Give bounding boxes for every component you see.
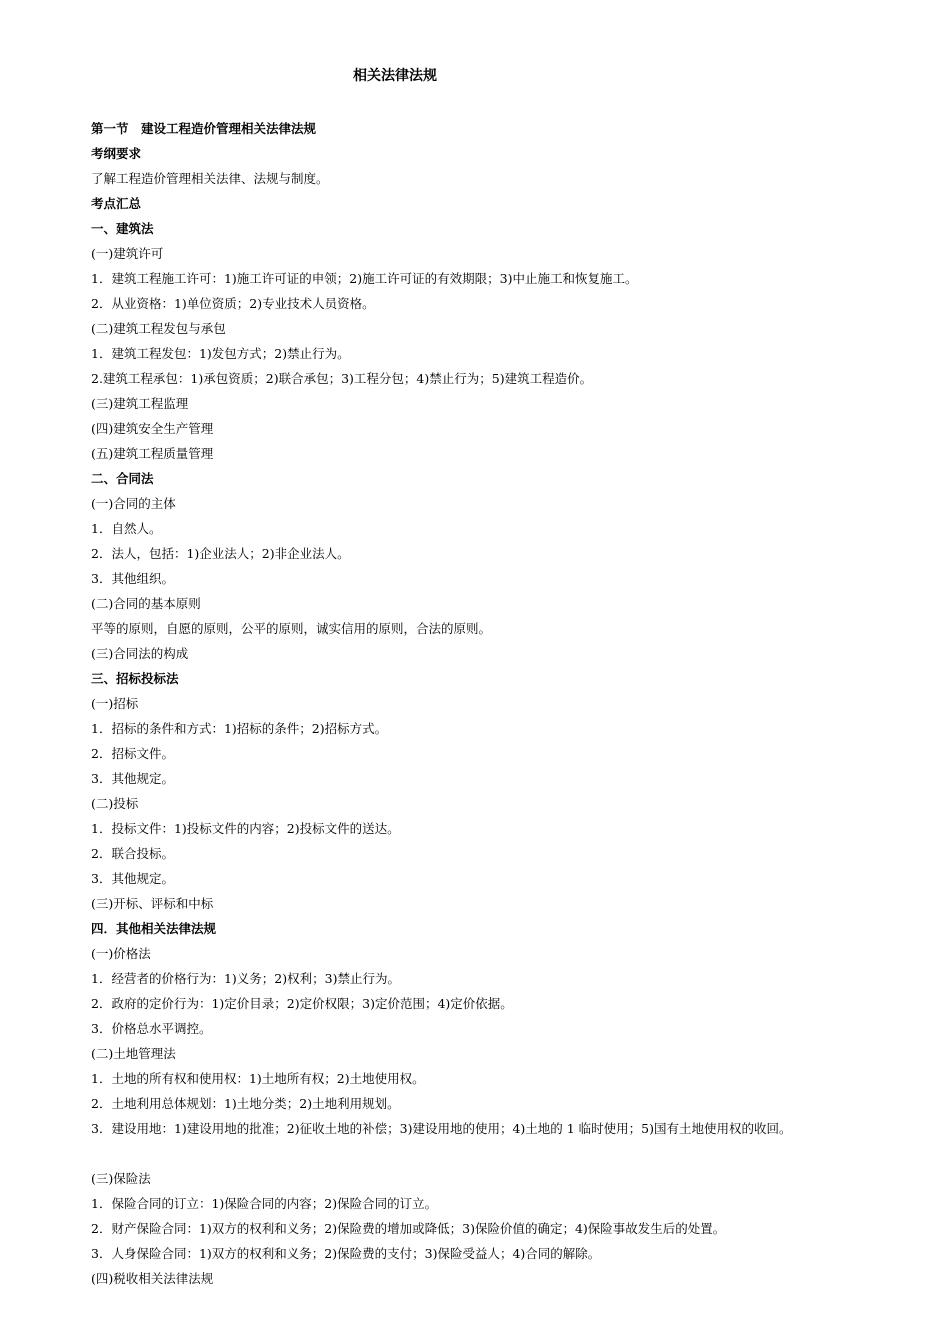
text-line: 平等的原则，自愿的原则，公平的原则，诚实信用的原则，合法的原则。 bbox=[91, 621, 492, 636]
section-heading: 二、合同法 bbox=[91, 471, 154, 486]
section-heading: 四．其他相关法律法规 bbox=[91, 921, 217, 936]
text-line: 3．建设用地：1)建设用地的批准；2)征收土地的补偿；3)建设用地的使用；4)土地的 1 临时使用；5)国有土地使用权的收回。 bbox=[91, 1121, 792, 1136]
document-title: 相关法律法规 bbox=[353, 68, 437, 84]
text-line: 1．土地的所有权和使用权：1)土地所有权；2)土地使用权。 bbox=[91, 1071, 425, 1086]
text-line: 2．从业资格：1)单位资质；2)专业技术人员资格。 bbox=[91, 296, 375, 311]
text-line: 3．人身保险合同：1)双方的权利和义务；2)保险费的支付；3)保险受益人；4)合同的解除。 bbox=[91, 1246, 601, 1261]
text-line: 2．土地利用总体规划：1)土地分类；2)土地利用规划。 bbox=[91, 1096, 400, 1111]
text-line: (二)建筑工程发包与承包 bbox=[91, 321, 226, 336]
section-heading: 第一节 建设工程造价管理相关法律法规 bbox=[91, 121, 317, 136]
text-line: 2．财产保险合同：1)双方的权利和义务；2)保险费的增加或降低；3)保险价值的确定；4)保险事故发生后的处置。 bbox=[91, 1221, 726, 1236]
text-line: 3．其他组织。 bbox=[91, 571, 174, 586]
text-line: (三)开标、评标和中标 bbox=[91, 896, 214, 911]
text-line: (一)合同的主体 bbox=[91, 496, 176, 511]
section-heading: 一、建筑法 bbox=[91, 221, 154, 236]
text-line: 1．招标的条件和方式：1)招标的条件；2)招标方式。 bbox=[91, 721, 388, 736]
text-line: 1．建筑工程发包：1)发包方式；2)禁止行为。 bbox=[91, 346, 350, 361]
text-line: 2．招标文件。 bbox=[91, 746, 174, 761]
section-heading: 考点汇总 bbox=[91, 196, 142, 211]
text-line: (二)投标 bbox=[91, 796, 139, 811]
text-line: (一)价格法 bbox=[91, 946, 151, 961]
text-line: (三)合同法的构成 bbox=[91, 646, 189, 661]
text-line: 了解工程造价管理相关法律、法规与制度。 bbox=[91, 171, 329, 186]
text-line: 1．投标文件：1)投标文件的内容；2)投标文件的送达。 bbox=[91, 821, 400, 836]
text-line: 3．价格总水平调控。 bbox=[91, 1021, 212, 1036]
text-line: (二)合同的基本原则 bbox=[91, 596, 201, 611]
text-line: (四)税收相关法律法规 bbox=[91, 1271, 214, 1286]
text-line: 3．其他规定。 bbox=[91, 771, 174, 786]
text-line: 1．经营者的价格行为：1)义务；2)权利；3)禁止行为。 bbox=[91, 971, 400, 986]
section-heading: 考纲要求 bbox=[91, 146, 142, 161]
text-line: 2.建筑工程承包：1)承包资质；2)联合承包；3)工程分包；4)禁止行为；5)建筑工程造价。 bbox=[91, 371, 593, 386]
text-line: (一)招标 bbox=[91, 696, 139, 711]
text-line: (四)建筑安全生产管理 bbox=[91, 421, 214, 436]
text-line: 2．联合投标。 bbox=[91, 846, 174, 861]
blank-line bbox=[91, 1141, 911, 1166]
text-line: 1．保险合同的订立：1)保险合同的内容；2)保险合同的订立。 bbox=[91, 1196, 438, 1211]
text-line: 1．建筑工程施工许可：1)施工许可证的申领；2)施工许可证的有效期限；3)中止施工和恢复施工。 bbox=[91, 271, 638, 286]
text-line: (三)建筑工程监理 bbox=[91, 396, 189, 411]
text-line: (三)保险法 bbox=[91, 1171, 151, 1186]
text-line: (二)土地管理法 bbox=[91, 1046, 176, 1061]
text-line: (五)建筑工程质量管理 bbox=[91, 446, 214, 461]
document-body bbox=[91, 116, 911, 1291]
text-line: (一)建筑许可 bbox=[91, 246, 164, 261]
text-line: 1．自然人。 bbox=[91, 521, 162, 536]
section-heading: 三、招标投标法 bbox=[91, 671, 179, 686]
text-line: 2．政府的定价行为：1)定价目录；2)定价权限；3)定价范围；4)定价依据。 bbox=[91, 996, 513, 1011]
text-line: 2．法人，包括：1)企业法人；2)非企业法人。 bbox=[91, 546, 350, 561]
text-line: 3．其他规定。 bbox=[91, 871, 174, 886]
